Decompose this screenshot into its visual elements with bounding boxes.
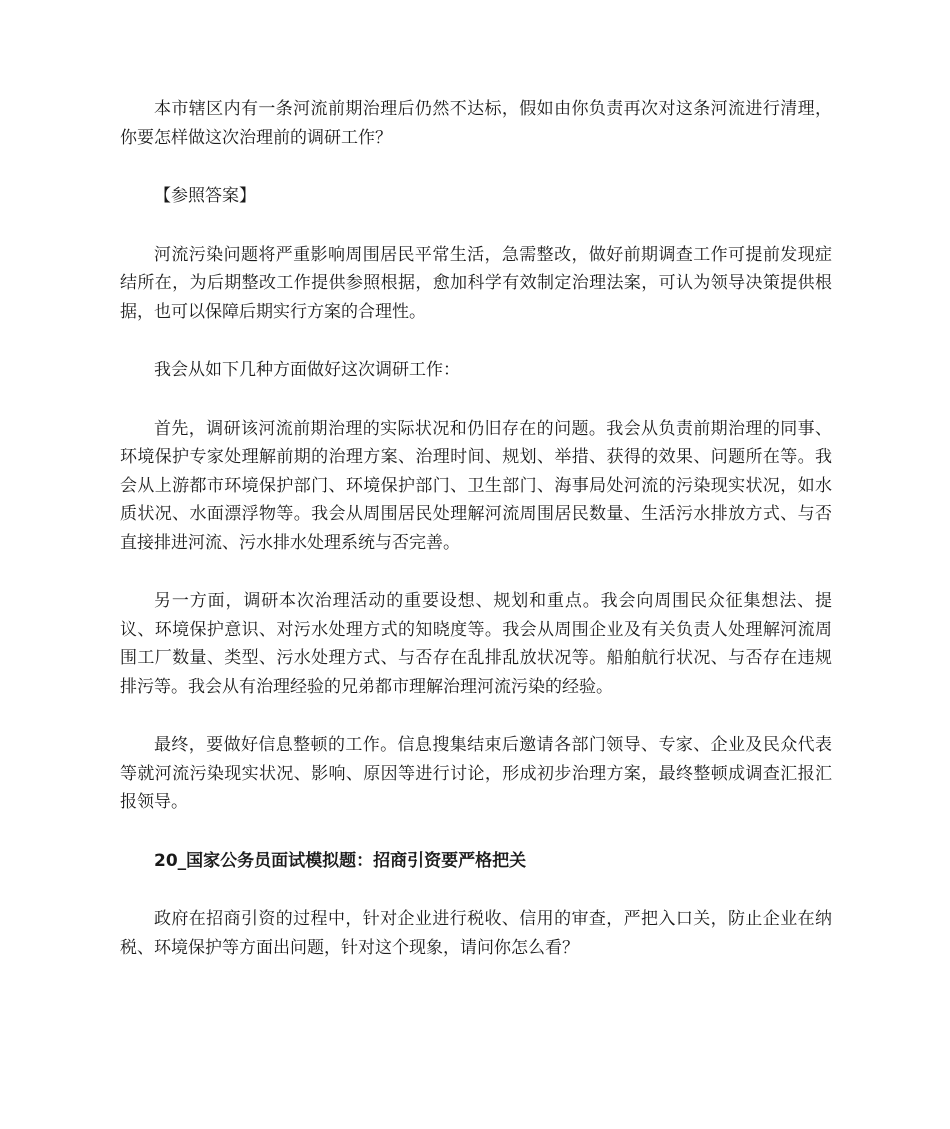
section-heading: 20_国家公务员面试模拟题：招商引资要严格把关 — [154, 850, 527, 871]
answer-paragraph-final: 最终，要做好信息整顿的工作。信息搜集结束后邀请各部门领导、专家、企业及民众代表等就河流污染现实状况、影响、原因等进行讨论，形成初步治理方案，最终整顿成调查汇报汇报领导。 — [120, 735, 832, 812]
answer-paragraph-second: 另一方面，调研本次治理活动的重要设想、规划和重点。我会向周围民众征集想法、提议、环境保护意识、对污水处理方式的知晓度等。我会从周围企业及有关负责人处理解河流周围工厂数量、类型、污水处理方式、与否存在乱排乱放状况等。船舶航行状况、与否存在违规排污等。我会从有治理经验的兄弟都市理解治理河流污染的经验。 — [120, 591, 832, 697]
answer-paragraph-intro: 河流污染问题将严重影响周围居民平常生活，急需整改，做好前期调查工作可提前发现症结所在，为后期整改工作提供参照根据，愈加科学有效制定治理法案，可认为领导决策提供根据，也可以保障后期实行方案的合理性。 — [120, 244, 832, 322]
reference-answer-heading: 【参照答案】 — [154, 186, 256, 206]
question-paragraph: 本市辖区内有一条河流前期治理后仍然不达标，假如由你负责再次对这条河流进行清理，你要怎样做这次治理前的调研工作？ — [120, 99, 832, 148]
answer-paragraph-first: 首先，调研该河流前期治理的实际状况和仍旧存在的问题。我会从负责前期治理的同事、环境保护专家处理解前期的治理方案、治理时间、规划、举措、获得的效果、问题所在等。我会从上游都市环境保护部门、环境保护部门、卫生部门、海事局处河流的污染现实状况，如水质状况、水面漂浮物等。我会从周围居民处理解河流周围居民数量、生活污水排放方式、与否直接排进河流、污水排水处理系统与否完善。 — [120, 418, 832, 553]
question-paragraph-2: 政府在招商引资的过程中，针对企业进行税收、信用的审查，严把入口关，防止企业在纳税、环境保护等方面出问题，针对这个现象，请问你怎么看？ — [120, 909, 832, 958]
answer-paragraph-outline: 我会从如下几种方面做好这次调研工作： — [154, 360, 460, 380]
document-page — [120, 95, 832, 992]
